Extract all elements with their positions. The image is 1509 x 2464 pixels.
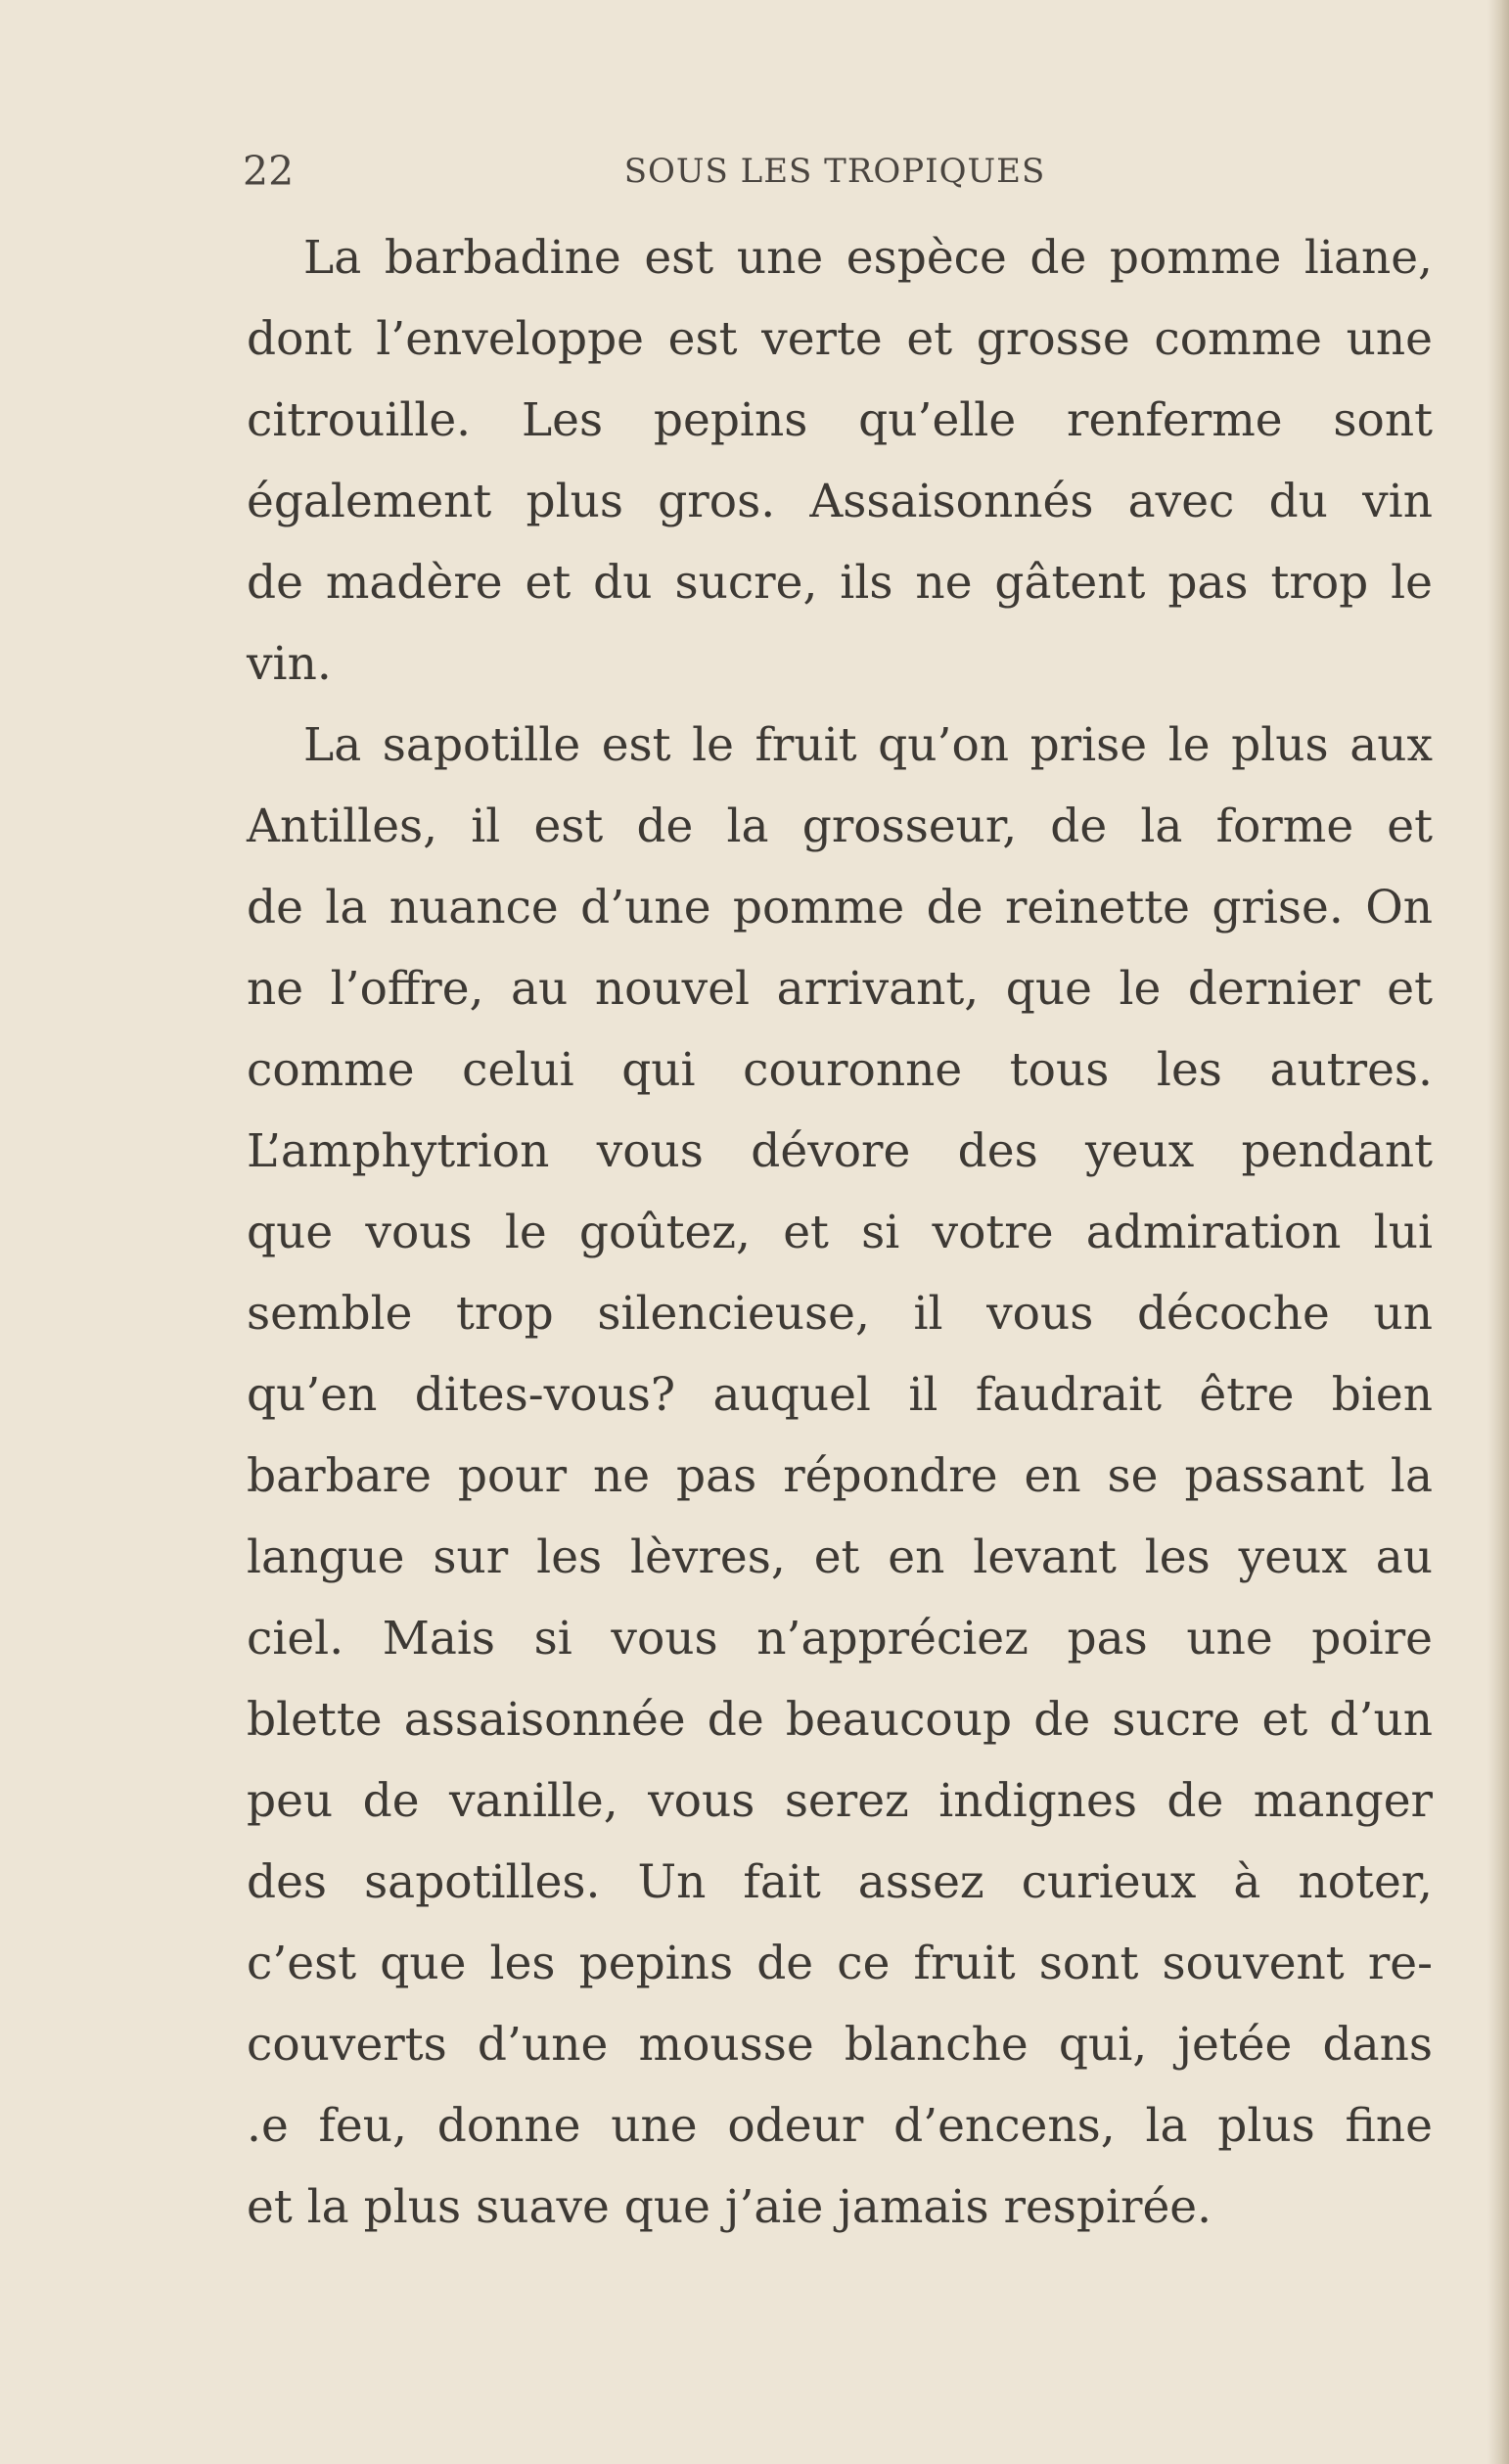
body-text — [247, 217, 1433, 2248]
text-line: dont l’enveloppe est verte et grosse comme une — [247, 312, 1433, 366]
running-head — [243, 147, 1427, 196]
text-line: La sapotille est le fruit qu’on prise le plus aux — [303, 718, 1433, 772]
text-line: couverts d’une mousse blanche qui, jetée dans — [247, 2018, 1433, 2072]
text-line: c’est que les pepins de ce fruit sont souvent re- — [247, 1937, 1433, 1990]
text-line: vin. — [247, 637, 332, 691]
text-line: langue sur les lèvres, et en levant les yeux au — [247, 1530, 1433, 1584]
text-line: comme celui qui couronne tous les autres. — [247, 1043, 1433, 1097]
text-line: ne l’offre, au nouvel arrivant, que le dernier et — [247, 962, 1433, 1016]
text-line: également plus gros. Assaisonnés avec du vin — [247, 475, 1433, 528]
text-line: qu’en dites-vous? auquel il faudrait être bien — [247, 1368, 1433, 1422]
text-line: des sapotilles. Un fait assez curieux à noter, — [247, 1855, 1433, 1909]
text-line: de la nuance d’une pomme de reinette grise. On — [247, 881, 1433, 935]
text-line: ciel. Mais si vous n’appréciez pas une poire — [247, 1612, 1433, 1665]
text-line: que vous le goûtez, et si votre admiration lui — [247, 1206, 1433, 1259]
text-line: La barbadine est une espèce de pomme liane, — [303, 231, 1433, 285]
text-line: et la plus suave que j’aie jamais respirée. — [247, 2180, 1212, 2234]
text-line: semble trop silencieuse, il vous décoche un — [247, 1287, 1433, 1341]
running-title: SOUS LES TROPIQUES — [623, 152, 1046, 191]
page-edge-shadow — [1487, 0, 1509, 2464]
page-number: 22 — [243, 148, 295, 195]
text-line: peu de vanille, vous serez indignes de manger — [247, 1774, 1433, 1828]
text-line: .e feu, donne une odeur d’encens, la plus fine — [247, 2099, 1433, 2153]
text-line: barbare pour ne pas répondre en se passant la — [247, 1449, 1433, 1503]
text-line: L’amphytrion vous dévore des yeux pendant — [247, 1124, 1433, 1178]
text-line: blette assaisonnée de beaucoup de sucre et d’un — [247, 1693, 1433, 1747]
text-line: citrouille. Les pepins qu’elle renferme sont — [247, 393, 1433, 447]
text-line: Antilles, il est de la grosseur, de la forme et — [247, 799, 1433, 853]
text-line: de madère et du sucre, ils ne gâtent pas trop le — [247, 556, 1433, 610]
